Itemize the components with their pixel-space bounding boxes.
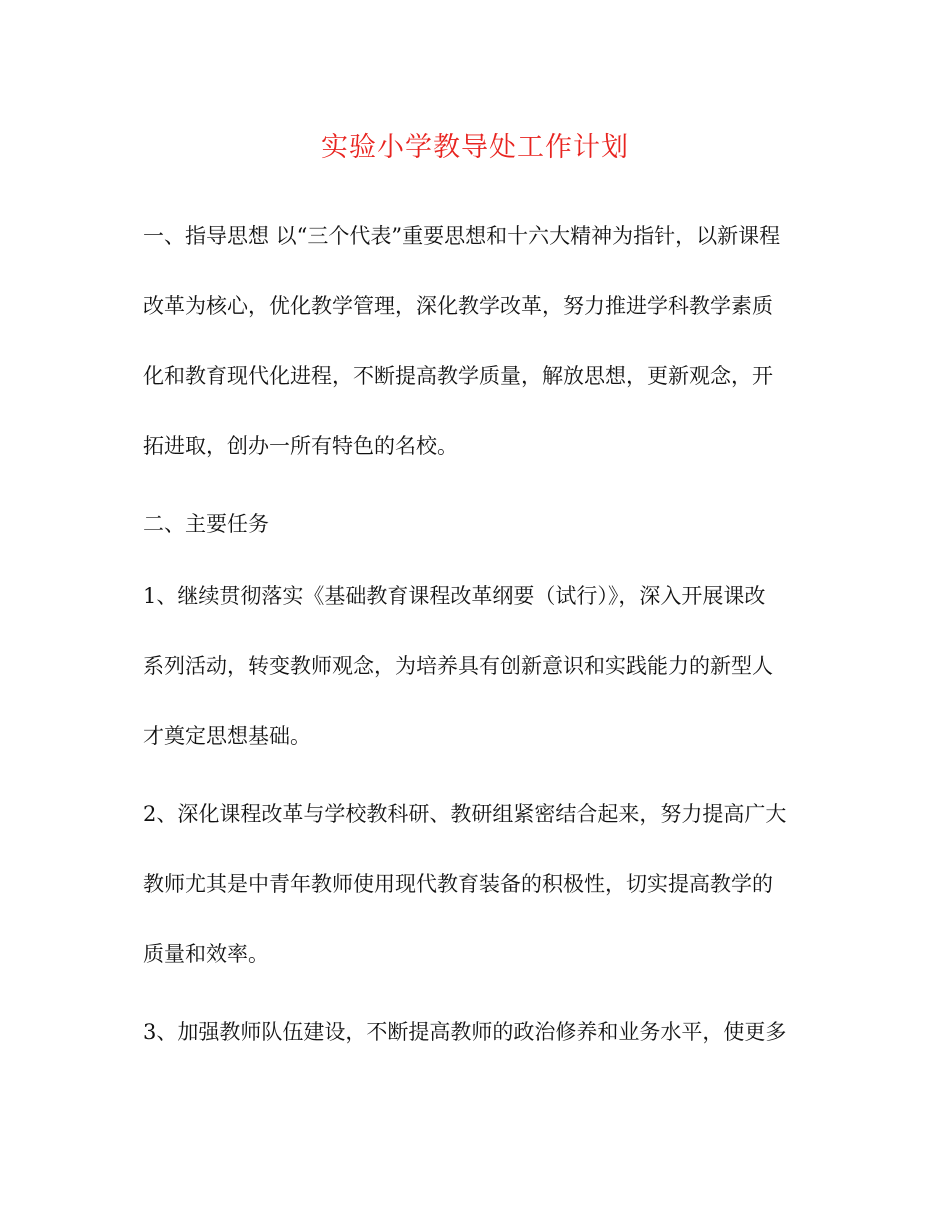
- text-line: 质量和效率。: [143, 942, 269, 966]
- section-heading-main-tasks: 二、主要任务: [143, 512, 269, 536]
- text-line-task-1: 1、继续贯彻落实《基础教育课程改革纲要（试行）》，深入开展课改: [143, 584, 766, 608]
- text-line: 教师尤其是中青年教师使用现代教育装备的积极性，切实提高教学的: [143, 872, 773, 896]
- text-line: 拓进取，创办一所有特色的名校。: [143, 434, 458, 458]
- document-title: 实验小学教导处工作计划: [321, 132, 629, 163]
- text-line-guiding-thought: 一、指导思想 以“三个代表”重要思想和十六大精神为指针，以新课程: [143, 224, 781, 248]
- text-line-task-3: 3、加强教师队伍建设，不断提高教师的政治修养和业务水平，使更多: [143, 1020, 787, 1044]
- text-line-task-2: 2、深化课程改革与学校教科研、教研组紧密结合起来，努力提高广大: [143, 802, 787, 826]
- text-line: 才奠定思想基础。: [143, 724, 311, 748]
- text-line: 化和教育现代化进程，不断提高教学质量，解放思想，更新观念，开: [143, 364, 773, 388]
- text-line: 改革为核心，优化教学管理，深化教学改革，努力推进学科教学素质: [143, 294, 773, 318]
- text-line: 系列活动，转变教师观念，为培养具有创新意识和实践能力的新型人: [143, 654, 773, 678]
